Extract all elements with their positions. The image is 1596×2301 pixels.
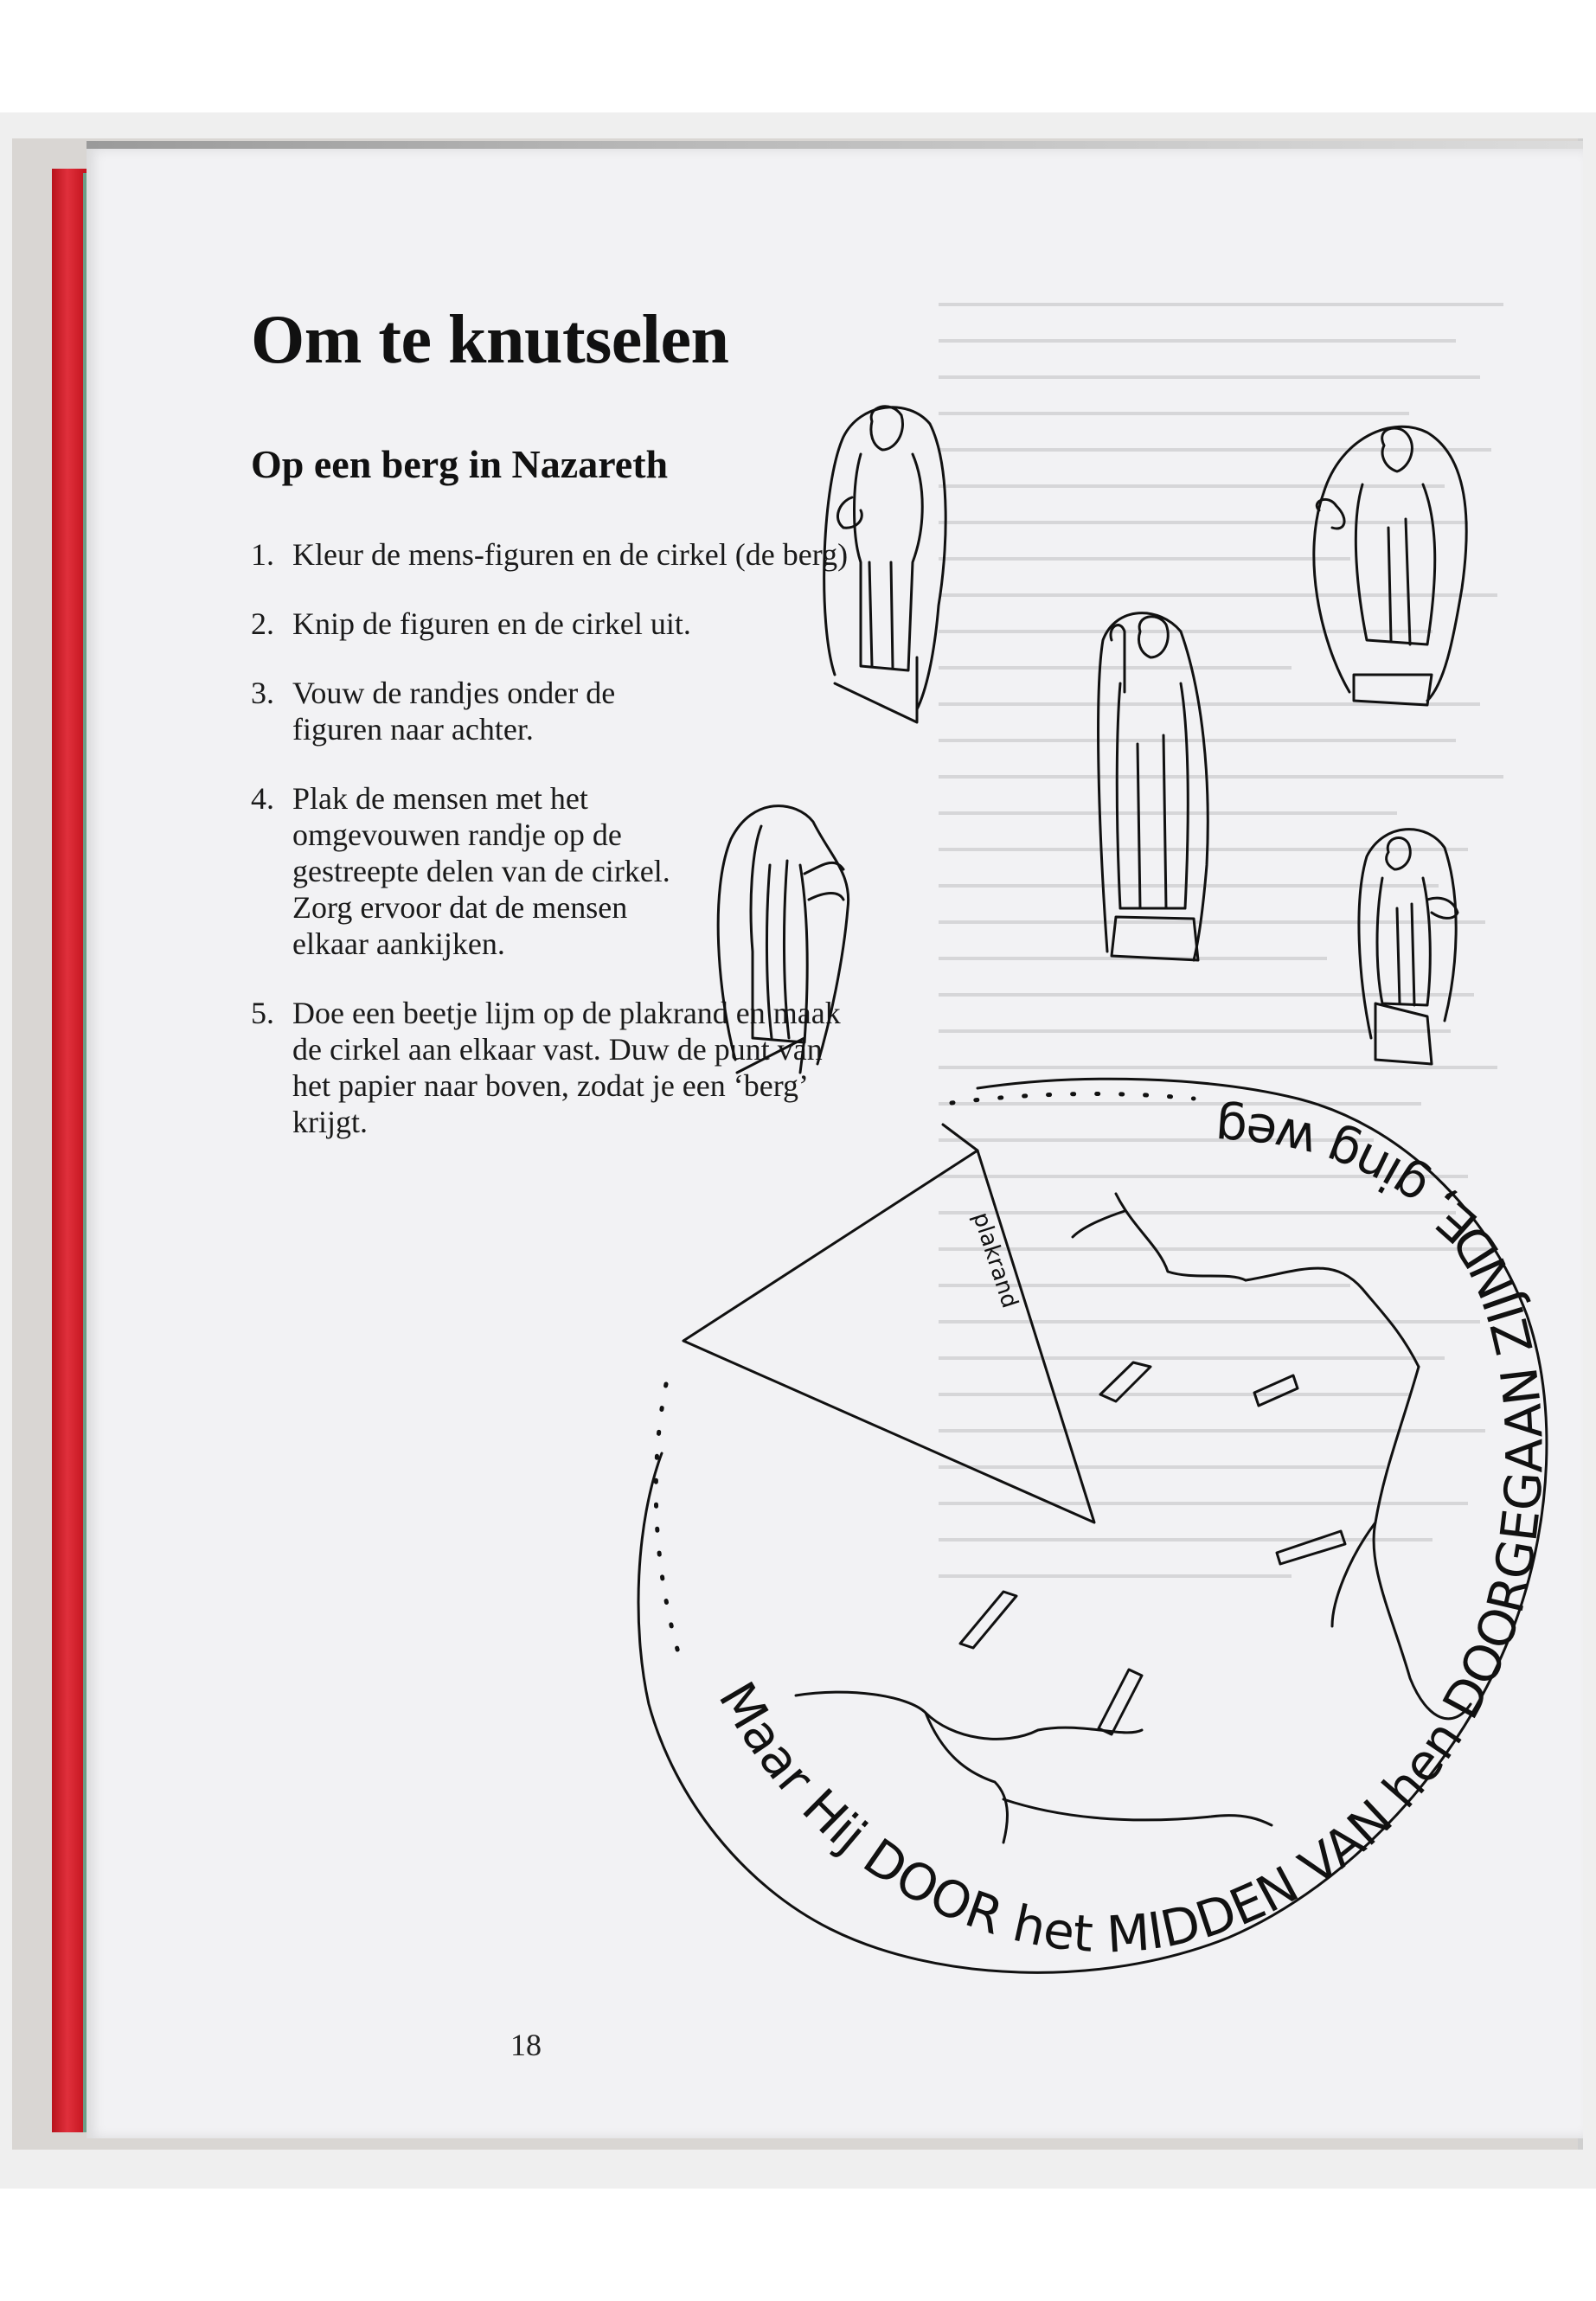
step-number: 5.	[251, 996, 274, 1030]
figure-cutout	[824, 407, 946, 722]
figure-cutout	[1359, 830, 1458, 1064]
step-number: 1.	[251, 537, 274, 572]
step-number: 4.	[251, 781, 274, 816]
section-subtitle: Op een berg in Nazareth	[251, 442, 669, 486]
circle-inscription-path: Maar Hij DOOR het MIDDEN VAN hen DOORGEGAAN ZIJNDE, ging weg	[707, 1099, 1554, 1965]
step-text-note: Zorg ervoor dat de mensen elkaar aankijken.	[292, 890, 628, 961]
page-title: Om te knutselen	[251, 302, 729, 378]
step-text: Kleur de mens-figuren en de cirkel (de berg)	[292, 537, 849, 572]
step-text: Vouw de randjes onder de figuren naar achter.	[292, 676, 616, 747]
step-text: Knip de figuren en de cirkel uit.	[292, 606, 691, 641]
step-text: Plak de mensen met het omgevouwen randje op de gestreepte delen van de cirkel.	[292, 781, 670, 888]
step-number: 3.	[251, 676, 274, 710]
step-number: 2.	[251, 606, 274, 641]
figure-cutout	[718, 806, 848, 1073]
step-text: Doe een beetje lijm op de plakrand en maak de cirkel aan elkaar vast. Duw de punt van het papier naar boven, zodat je een ‘berg’ krijgt.	[292, 996, 841, 1139]
page-number: 18	[510, 2028, 542, 2062]
plakrand-label: plakrand	[967, 1208, 1023, 1311]
figure-cutout	[1314, 426, 1466, 705]
circle-inscription	[708, 1099, 1554, 1965]
figure-cutout	[1099, 613, 1208, 960]
